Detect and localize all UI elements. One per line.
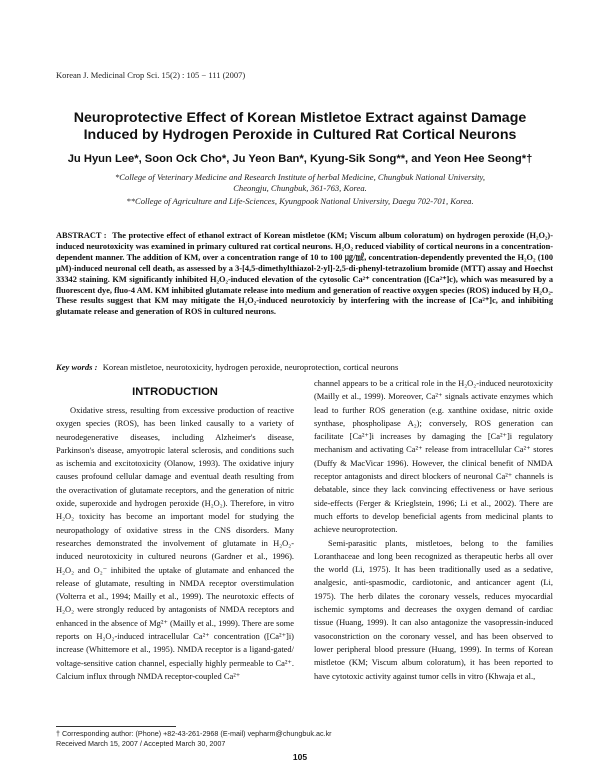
- abstract-label: ABSTRACT :: [56, 231, 107, 240]
- abstract-text: The protective effect of ethanol extract of Korean mistletoe (KM; Viscum album coloratum) on hydrogen peroxide (H₂O₂)-induced neurotoxicity was examined in primary cultured rat cortical neurons. H₂O₂ reduced viability of cortical neurons in a concentration-dependent manner. The addition of KM, over a concentration range of 10 to 100 ㎍/㎖, concentration-dependently prevented the H₂O₂ (100 μM)-induced neuronal cell death, as assessed by a 3-[4,5-dimethylthiazol-2-yl]-2,5-di-phenyl-tetrazolium bromide (MTT) assay and Hoechst 33342 staining. KM significantly inhibited H₂O₂-induced elevation of the cytosolic Ca²⁺ concentration ([Ca²⁺]c), which was measured by a fluorescent dye, fluo-4 AM. KM inhibited glutamate release into medium and generation of reactive oxygen species (ROS) induced by H₂O₂. These results suggest that KM may mitigate the H₂O₂-induced neurotoxiciy by interfering with the increase of [Ca²⁺]c, and inhibiting glutamate release and generation of ROS in cultured neurons.: [56, 231, 553, 317]
- affiliation-1-line-2: Cheongju, Chungbuk, 361-763, Korea.: [233, 183, 367, 193]
- right-column: [314, 377, 553, 683]
- keywords: [56, 362, 553, 372]
- right-paragraph-2: Semi-parasitic plants, mistletoes, belong to the families Loranthaceae and long been recognized as therapeutic herbs all over the world (Li, 1975). It has been traditionally used as a sedative, analgesic, anti-spasmodic, cardiotonic, and anticancer agent (Li, 1975). The herb dilates the coronary vessels, reduces myocardial ischemic symptoms and decreases the oxygen demand of cardiac tissue (Huang, 1999). It can also antagonize the vasopressin-induced vasoconstriction on the coronary vessel, and has been observed to lower peripheral blood pressure (Huang, 1999). In terms of Korean mistletoe (KM; Viscum album coloratum), it has been reported to have cytotoxic activity against tumor cells in vitro (Khwaja et al.,: [314, 537, 553, 681]
- affiliation-2: **College of Agriculture and Life-Sciences, Kyungpook National University, Daegu 702-701, Korea.: [126, 196, 474, 206]
- affiliation-1: [40, 172, 560, 194]
- abstract: [56, 231, 553, 318]
- footnote: [56, 729, 332, 749]
- footnote-divider: [56, 726, 176, 727]
- footnote-corresponding-author: † Corresponding author: (Phone) +82-43-261-2968 (E-mail) vepharm@chungbuk.ac.kr: [56, 729, 332, 738]
- author-list: Ju Hyun Lee*, Soon Ock Cho*, Ju Yeon Ban*, Kyung-Sik Song**, and Yeon Hee Seong*†: [67, 153, 533, 165]
- keywords-text: Korean mistletoe, neurotoxicity, hydrogen peroxide, neuroprotection, cortical neurons: [102, 362, 399, 372]
- left-paragraph-1: Oxidative stress, resulting from excessive production of reactive oxygen species (ROS), has been linked causally to a variety of neurodegenerative diseases, including Alzheimer's disease, Parkinson's disease, amyotropic lateral sclerosis, and conditions such as ischemia and excitotoxicity (Olanow, 1993). The oxidative injury causes profound cellular damage and eventual death resulting from the overactivation of glutamate receptors, and the generation of nitric oxide, superoxide and hydrogen peroxide (H₂O₂). Therefore, in vitro H₂O₂ toxicity has become an important model for studying the neuropathology of oxidative stress in the CNS disorders. Many researches demonstrated the involvement of glutamate in H₂O₂-induced neurotoxicity in cultured neurons (Gardner et al., 1996). H₂O₂ and O₂⁻ inhibited the uptake of glutamate and enhanced the release of glutamate, resulting in NMDA receptor overstimulation (Volterra et al., 1994; Mailly et al., 1999). The neurotoxic effects of H₂O₂ were strongly reduced by antagonists of NMDA receptors and enhanced in the absence of Mg²⁺ (Mailly et al., 1999). There are some reports on H₂O₂-induced intracellular Ca²⁺ concentration ([Ca²⁺]i) increase (Whittemore et al., 1995). NMDA receptor is a ligand-gated/ voltage-sensitive cation channel, especially highly permeable to Ca²⁺. Calcium influx through NMDA receptor-coupled Ca²⁺: [56, 405, 294, 681]
- title-line-1: Neuroprotective Effect of Korean Mistletoe Extract against Damage: [73, 110, 527, 126]
- affiliation-1-line-1: *College of Veterinary Medicine and Research Institute of herbal Medicine, Chungbuk National University,: [114, 172, 486, 182]
- section-heading-introduction: INTRODUCTION: [132, 386, 218, 398]
- footnote-dates: Received March 15, 2007 / Accepted March 30, 2007: [56, 739, 226, 748]
- journal-citation: Korean J. Medicinal Crop Sci. 15(2) : 105 − 111 (2007): [56, 70, 246, 80]
- right-paragraph-1: channel appears to be a critical role in the H₂O₂-induced neurotoxicity (Mailly et al., 1999). Moreover, Ca²⁺ signals activate enzymes which lead to further ROS generation (e.g. xanthine oxidase, nitric oxide synthase, phospholipase A₂); conversely, ROS generation can facilitate [Ca²⁺]i increases by damaging the [Ca²⁺]i regulatory mechanism and activating Ca²⁺ release from intracellular Ca²⁺ stores (Duffy & MacVicar 1996). However, the clinical benefit of NMDA receptor antagonists and direct blockers of neuronal Ca²⁺ channels is debatable, since they lack convincing effectiveness or have serious side-effects (Ferger & Krieglstein, 1996; Li et al., 2002). There are much efforts to develop beneficial agents from medicinal plants to achieve neuroprotection.: [314, 378, 553, 535]
- title-line-2: Induced by Hydrogen Peroxide in Cultured Rat Cortical Neurons: [83, 127, 517, 143]
- paper-title: [40, 110, 560, 144]
- page-number: 105: [292, 752, 308, 762]
- keywords-label: Key words :: [56, 362, 98, 372]
- left-column: [56, 404, 294, 683]
